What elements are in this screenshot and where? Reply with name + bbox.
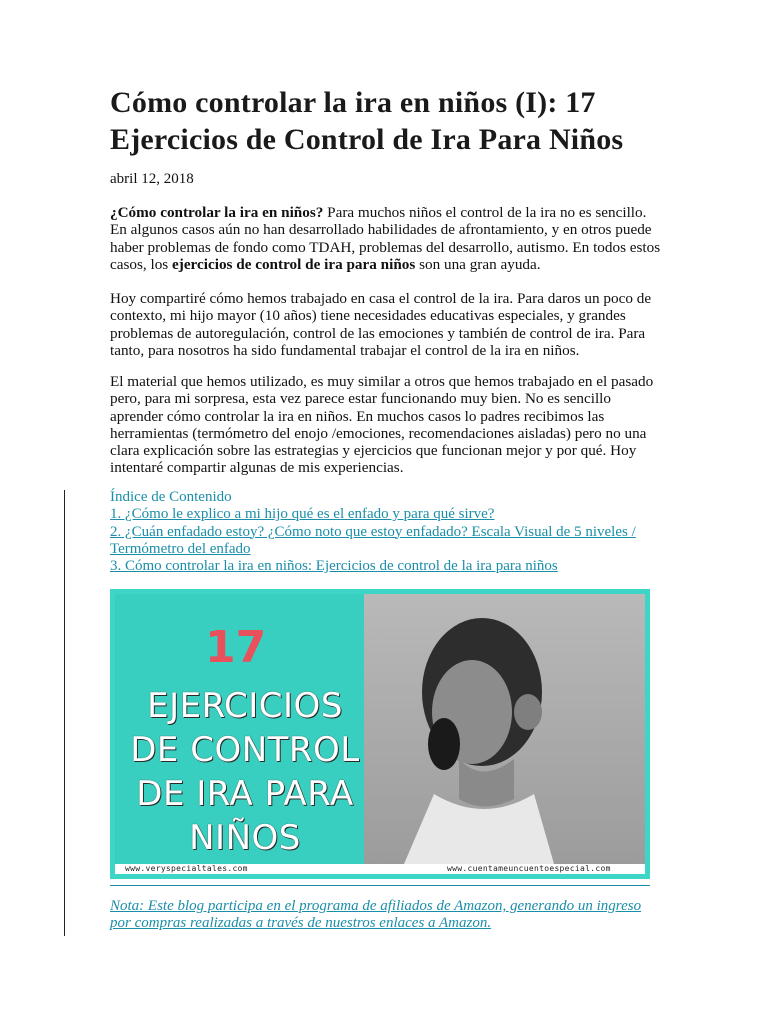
hero-line-4: NIÑOS: [189, 818, 301, 858]
toc-item-1[interactable]: 1. ¿Cómo le explico a mi hijo qué es el enfado y para qué sirve?: [110, 506, 495, 523]
toc-item-2[interactable]: 2. ¿Cuán enfadado estoy? ¿Cómo noto que estoy enfadado? Escala Visual de 5 niveles / Termómetro del enfado: [110, 523, 636, 557]
hero-link-underline: [110, 885, 650, 886]
child-silhouette-icon: [364, 594, 645, 864]
hero-url-right: www.cuentameuncuentoespecial.com: [447, 864, 611, 873]
hero-footer: [115, 864, 645, 874]
intro-bold-mid: ejercicios de control de ira para niños: [172, 255, 416, 273]
article-title: Cómo controlar la ira en niños (I): 17 Ejercicios de Control de Ira Para Niños: [110, 86, 624, 156]
hero-line-1: EJERCICIOS: [147, 686, 343, 726]
toc-heading[interactable]: Índice de Contenido: [110, 489, 232, 505]
intro-text-b: son una gran ayuda.: [415, 255, 541, 273]
paragraph-material: El material que hemos utilizado, es muy similar a otros que hemos trabajado en el pasado pero, para mi sorpresa, esta vez parece estar funcionando muy bien. No es sencillo aprender cómo controlar la ira en niños. En muchos casos lo padres recibimos las herramientas (termómetro del enojo /emociones, recomendaciones aisladas) pero no una clara explicación sobre las estrategias y ejercicios que funcionan mejor y por qué. Hoy intentaré compartir algunas de mis experiencias.: [110, 373, 654, 477]
paragraph-context: Hoy compartiré cómo hemos trabajado en casa el control de la ira. Para daros un poco de contexto, mi hijo mayor (10 años) tiene necesidades educativas especiales, y grandes problemas de autoregulación, control de las emociones y también de control de ira. Para tanto, para nosotros ha sido fundamental trabajar el control de la ira en niños.: [110, 290, 652, 359]
shouting-child-photo: [364, 594, 645, 864]
hero-line-3: DE IRA PARA: [136, 774, 354, 814]
intro-text-a: Para muchos niños el control de la ira no es sencillo. En algunos casos aún no han desarrollado habilidades de afrontamiento, y en otros puede haber problemas de fondo como TDAH, problemas del desarrollo, autismo. En todos estos casos, los: [110, 204, 661, 273]
hero-line-2: DE CONTROL: [130, 730, 360, 770]
intro-bold-lead: ¿Cómo controlar la ira en niños?: [110, 204, 324, 221]
paragraph-intro: [110, 204, 662, 273]
hero-url-left: www.veryspecialtales.com: [125, 864, 248, 873]
toc-item-3[interactable]: 3. Cómo controlar la ira en niños: Ejercicios de control de la ira para niños: [110, 558, 558, 575]
exercise-count: 17: [205, 622, 267, 673]
hero-image[interactable]: [110, 589, 650, 879]
affiliate-note-link[interactable]: Nota: Este blog participa en el programa de afiliados de Amazon, generando un ingreso por compras realizadas a través de nuestros enlaces a Amazon.: [110, 898, 642, 932]
article-date: abril 12, 2018: [110, 171, 194, 187]
margin-rule: [64, 490, 65, 936]
table-of-contents: [110, 489, 670, 575]
